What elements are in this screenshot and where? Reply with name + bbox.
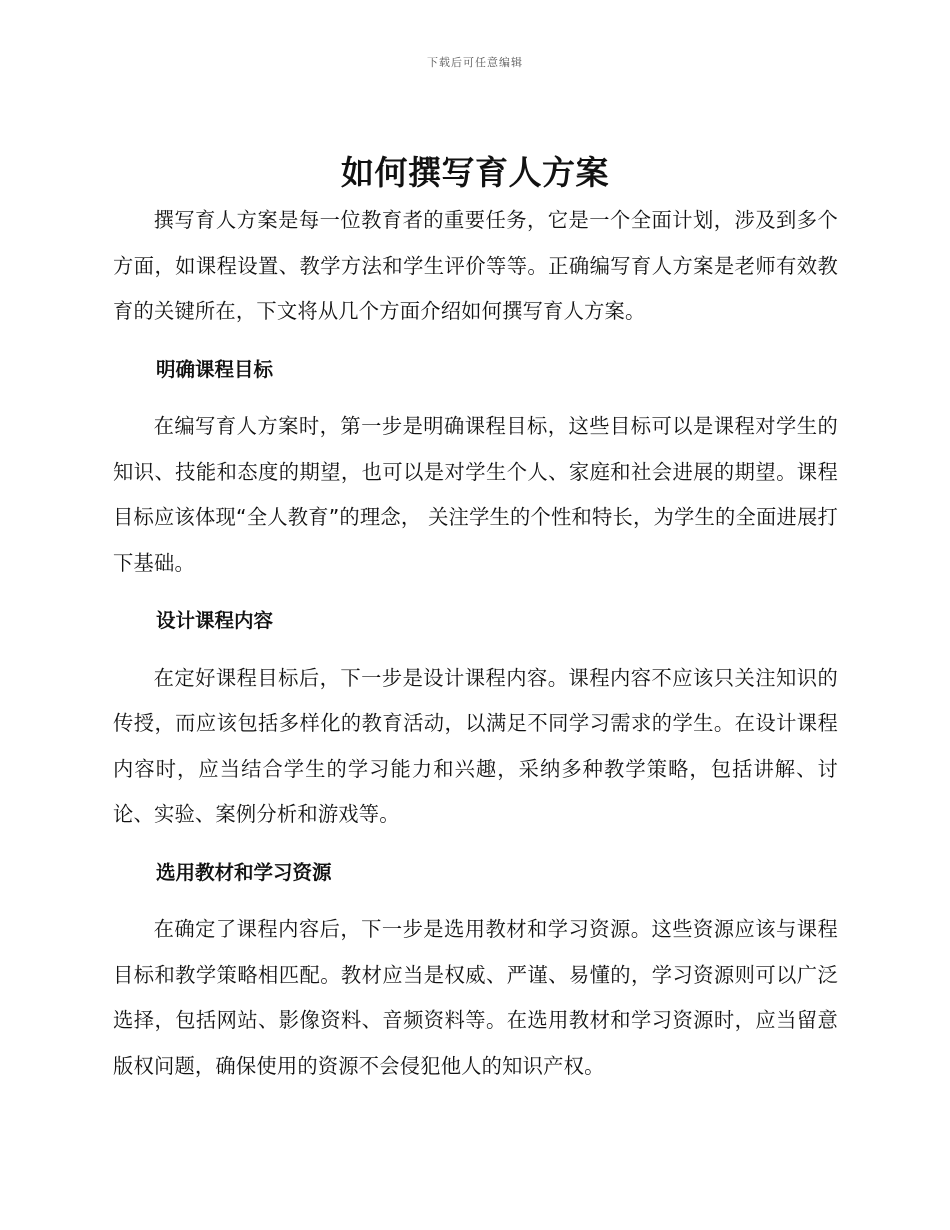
intro-paragraph: 撰写育人方案是每一位教育者的重要任务，它是一个全面计划，涉及到多个方面，如课程设置、教学方法和学生评价等等。正确编写育人方案是老师有效教育的关键所在，下文将从几个方面介绍如何撰写育人方案。 <box>113 208 838 323</box>
document-body <box>113 198 838 1089</box>
section-heading-course-goals: 明确课程目标 <box>156 357 274 381</box>
page-header: 下载后可任意编辑 <box>427 56 523 69</box>
section-heading-materials: 选用教材和学习资源 <box>156 860 332 884</box>
section-body-course-content: 在定好课程目标后，下一步是设计课程内容。课程内容不应该只关注知识的传授，而应该包括多样化的教育活动，以满足不同学习需求的学生。在设计课程内容时，应当结合学生的学习能力和兴趣，采纳多种教学策略，包括讲解、讨论、实验、案例分析和游戏等。 <box>113 665 838 826</box>
section-body-materials: 在确定了课程内容后，下一步是选用教材和学习资源。这些资源应该与课程目标和教学策略相匹配。教材应当是权威、严谨、易懂的，学习资源则可以广泛选择，包括网站、影像资料、音频资料等。在选用教材和学习资源时，应当留意版权问题，确保使用的资源不会侵犯他人的知识产权。 <box>113 917 838 1078</box>
document-title: 如何撰写育人方案 <box>341 153 609 192</box>
section-body-course-goals: 在编写育人方案时，第一步是明确课程目标，这些目标可以是课程对学生的知识、技能和态度的期望，也可以是对学生个人、家庭和社会进展的期望。课程目标应该体现“全人教育”的理念， 关注学生的个性和特长，为学生的全面进展打下基础。 <box>113 414 838 575</box>
section-heading-course-content: 设计课程内容 <box>156 609 274 632</box>
